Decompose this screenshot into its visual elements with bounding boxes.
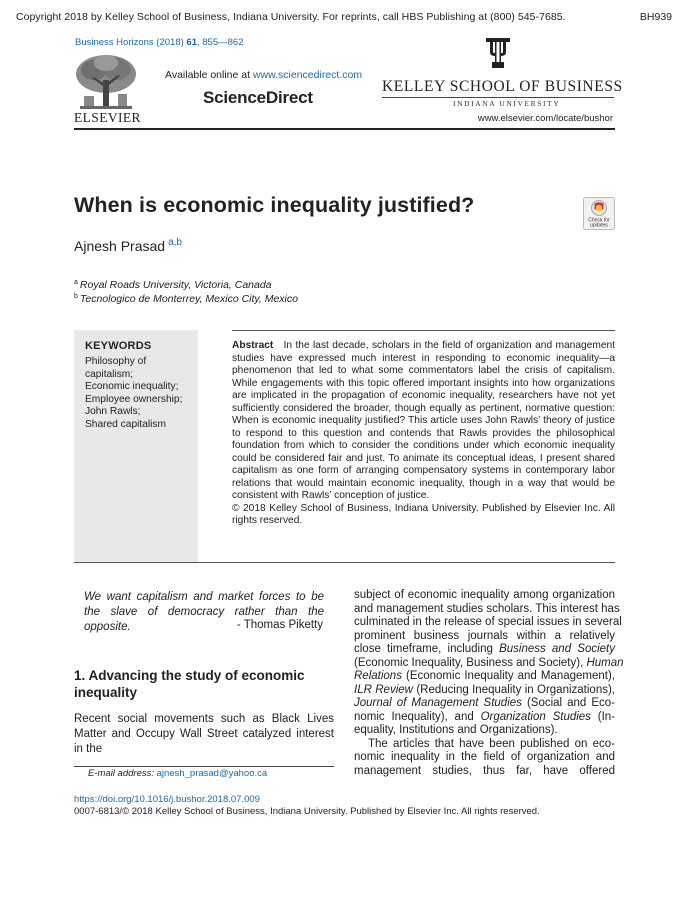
kelley-divider xyxy=(382,97,614,98)
journal-title: Human xyxy=(586,656,624,669)
journal-title: Journal of Management Studies xyxy=(354,697,522,709)
issn-copyright: 0007-6813/© 2018 Kelley School of Business, Indiana University. Published by Elsevier Inc. All rights reserved. xyxy=(74,806,540,817)
abstract-label: Abstract xyxy=(232,340,274,351)
affiliation-b-mark: b xyxy=(74,293,78,300)
body-line: and management studies scholars. This interest has xyxy=(354,602,620,615)
indiana-university-name: INDIANA UNIVERSITY xyxy=(453,99,561,108)
affiliation-a-mark: a xyxy=(74,279,78,286)
journal-volume: 61 xyxy=(186,37,197,48)
reprint-copyright-notice: Copyright 2018 by Kelley School of Business, Indiana University. For reprints, call HBS Publishing at (800) 545-7685. xyxy=(16,11,566,23)
sciencedirect-logo: ScienceDirect xyxy=(203,88,313,107)
keyword-item: Economic inequality; xyxy=(85,381,179,392)
journal-homepage-link[interactable]: www.elsevier.com/locate/bushor xyxy=(477,113,613,124)
abstract-block xyxy=(232,340,615,528)
body-line: culminated in the release of special issues in several xyxy=(354,616,622,628)
keyword-item: Employee ownership; xyxy=(85,393,183,405)
body-text: (Economic Inequality, Business and Society), xyxy=(354,656,587,669)
body-line: The articles that have been published on eco- xyxy=(368,737,615,750)
affiliation-a-text: Royal Roads University, Victoria, Canada xyxy=(79,279,272,291)
body-line: equality, Institutions and Organizations). xyxy=(354,724,558,736)
iu-trident-icon xyxy=(484,38,512,68)
journal-title: Organization Studies xyxy=(480,710,591,723)
section-body-left: Recent social movements such as Black Lives Matter and Occupy Wall Street catalyzed interest in the xyxy=(74,713,334,755)
epigraph-quote: We want capitalism and market forces to be the slave of democracy rather than the opposite. xyxy=(84,591,324,633)
abstract-bottom-rule xyxy=(74,562,615,563)
body-line xyxy=(354,643,615,657)
body-text: (Reducing Inequality in Organizations), xyxy=(412,683,615,696)
affiliation-b-text: Tecnologico de Monterrey, Mexico City, Mexico xyxy=(79,293,298,305)
keyword-item: Shared capitalism xyxy=(85,418,166,430)
doi-link[interactable]: https://doi.org/10.1016/j.bushor.2018.07.009 xyxy=(74,794,260,805)
email-label: E-mail address: xyxy=(88,768,157,779)
body-line xyxy=(354,684,615,698)
body-text: close timeframe, including xyxy=(354,643,500,655)
crossmark-check-updates-icon[interactable] xyxy=(583,197,615,230)
author-affiliation-marks[interactable]: a,b xyxy=(168,237,182,248)
header-rule xyxy=(74,128,615,130)
keyword-item: capitalism; xyxy=(85,368,134,380)
author-line xyxy=(74,237,182,254)
body-line xyxy=(354,670,615,684)
keywords-heading: KEYWORDS xyxy=(85,340,152,352)
author-email-link[interactable]: ajnesh_prasad@yahoo.ca xyxy=(156,768,268,779)
abstract-text: In the last decade, scholars in the field of organization and management studies have expressed much interest in responding to economic inequality—a phenomenon that led to what some commentators label the crisis of capitalism. While engagements with this topic offered important insights into how organizations are implicated in the propagation of economic inequality, researchers have not yet sufficiently considered the broader, though equally as pertinent, normative question: When is economic inequality justified? This article uses John Rawls’ theory of justice to respond to this question and contends that Rawls provides the philosophical foundation from which to consider the conditions under which economic inequality could be considered fair and just. To animate its conceptual ideas, I present shared capitalism as one form of arranging compensatory systems in contemporary labor relations that would maintain economic inequality, though in a way that would be consistent with Rawls’ conception of justice. xyxy=(232,340,615,501)
journal-title: Business and Society xyxy=(499,643,615,655)
body-line: prominent business journals within a relatively xyxy=(354,629,615,642)
crossmark-label-1: Check for xyxy=(588,217,610,224)
keyword-item: Philosophy of xyxy=(85,356,147,367)
journal-title: ILR Review xyxy=(354,683,413,696)
journal-name: Business Horizons (2018) xyxy=(75,37,184,48)
body-text: nomic Inequality), and xyxy=(354,710,481,723)
article-title: When is economic inequality justified? xyxy=(74,193,475,217)
footnote-rule xyxy=(74,766,334,767)
footnote-email xyxy=(88,768,267,779)
affiliation-b xyxy=(74,293,298,305)
body-line xyxy=(354,656,624,671)
body-line xyxy=(354,697,615,711)
journal-citation[interactable] xyxy=(75,37,243,48)
body-line: management studies, thus far, have offered xyxy=(354,764,615,777)
body-text: (Social and Eco- xyxy=(521,697,615,709)
journal-title: Relations xyxy=(354,670,402,682)
kelley-school-name: KELLEY SCHOOL OF BUSINESS xyxy=(382,78,623,95)
body-text: (Economic Inequality and Management), xyxy=(401,670,615,682)
body-text: (In- xyxy=(590,710,615,723)
keywords-list xyxy=(85,356,193,431)
section-body-right xyxy=(354,589,624,778)
body-line: nomic inequality in the field of organization and xyxy=(354,751,615,763)
elsevier-wordmark: ELSEVIER xyxy=(74,110,141,125)
journal-pages: , 855—862 xyxy=(197,37,244,48)
document-id: BH939 xyxy=(639,11,672,23)
keyword-item: John Rawls; xyxy=(85,406,141,417)
section-heading: 1. Advancing the study of economic inequality xyxy=(74,668,305,700)
abstract-top-rule xyxy=(232,330,615,331)
crossmark-label-2: updates xyxy=(590,222,608,229)
author-name: Ajnesh Prasad xyxy=(74,238,166,254)
affiliation-a xyxy=(74,279,272,291)
body-line xyxy=(354,711,615,725)
body-line: subject of economic inequality among organization xyxy=(354,589,615,601)
available-online-line xyxy=(165,69,362,81)
available-prefix: Available online at xyxy=(165,69,253,81)
sciencedirect-url-link[interactable]: www.sciencedirect.com xyxy=(252,69,363,81)
abstract-copyright: © 2018 Kelley School of Business, Indiana University. Published by Elsevier Inc. All rights reserved. xyxy=(232,502,615,526)
epigraph-author: - Thomas Piketty xyxy=(236,619,323,631)
